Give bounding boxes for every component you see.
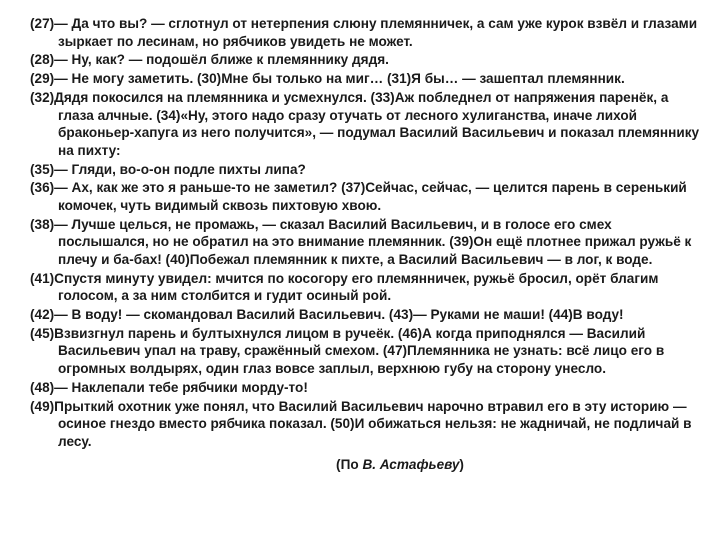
source-open: (По <box>336 457 363 473</box>
paragraph-36: (36)— Ах, как же это я раньше-то не заметил? (37)Сейчас, сейчас, — целится парень в серенький комочек, чуть видимый сквозь пихтовую хвою. <box>30 180 687 213</box>
paragraph-49: (49)Прыткий охотник уже понял, что Василий Васильевич нарочно втравил его в эту историю — осиное гнездо вместо рябчика показал. (50)И обижаться нельзя: не жадничай, не подличай в лесу. <box>30 398 692 449</box>
paragraph-42: (42)— В воду! — скомандовал Василий Васильевич. (43)— Руками не маши! (44)В воду! <box>30 307 624 322</box>
paragraph-45: (45)Взвизгнул парень и бултыхнулся лицом в ручеёк. (46)А когда приподнялся — Василий Васильевич упал на траву, сражённый смехом. (47)Племянника не узнать: всё лицо его в огромных волдырях, один глаз вовсе заплыл, верхнюю губу на сторону унесло. <box>30 325 665 376</box>
paragraph-35: (35)— Гляди, во-о-он подле пихты липа? <box>30 161 306 177</box>
paragraph-27: (27)— Да что вы? — сглотнул от нетерпения слюну племянничек, а сам уже курок взвёл и глазами зыркает по лесинам, но рябчиков увидеть не может. <box>30 16 698 49</box>
paragraph-28: (28)— Ну, как? — подошёл ближе к племяннику дядя. <box>30 52 389 68</box>
source-author: В. Астафьеву <box>362 457 460 473</box>
source-close: ) <box>459 457 464 473</box>
source-attribution <box>30 456 700 474</box>
paragraph-41: (41)Спустя минуту увидел: мчится по косогору его племянничек, ружьё бросил, орёт благим голосом, а за ним столбится и гудит осиный рой. <box>30 270 659 304</box>
document-page <box>30 15 700 474</box>
paragraph-32: (32)Дядя покосился на племянника и усмехнулся. (33)Аж побледнел от напряжения паренёк, а глаза алчные. (34)«Ну, этого надо сразу отучать от лесного хулиганства, иначе лихой браконьер-хапуга из него получится», — подумал Василий Васильевич и показал племяннику на пихту: <box>30 89 700 158</box>
paragraph-38: (38)— Лучше целься, не промажь, — сказал Василий Васильевич, и в голосе его смех послышался, но не обратил на это внимание племянник. (39)Он ещё плотнее прижал ружьё к плечу и ба-бах! (40)Побежал племянник к пихте, а Василий Васильевич — в лог, к воде. <box>30 216 692 267</box>
paragraph-48: (48)— Наклепали тебе рябчики морду-то! <box>30 379 308 395</box>
paragraph-29: (29)— Не могу заметить. (30)Мне бы только на миг… (31)Я бы… — зашептал племянник. <box>30 71 625 87</box>
